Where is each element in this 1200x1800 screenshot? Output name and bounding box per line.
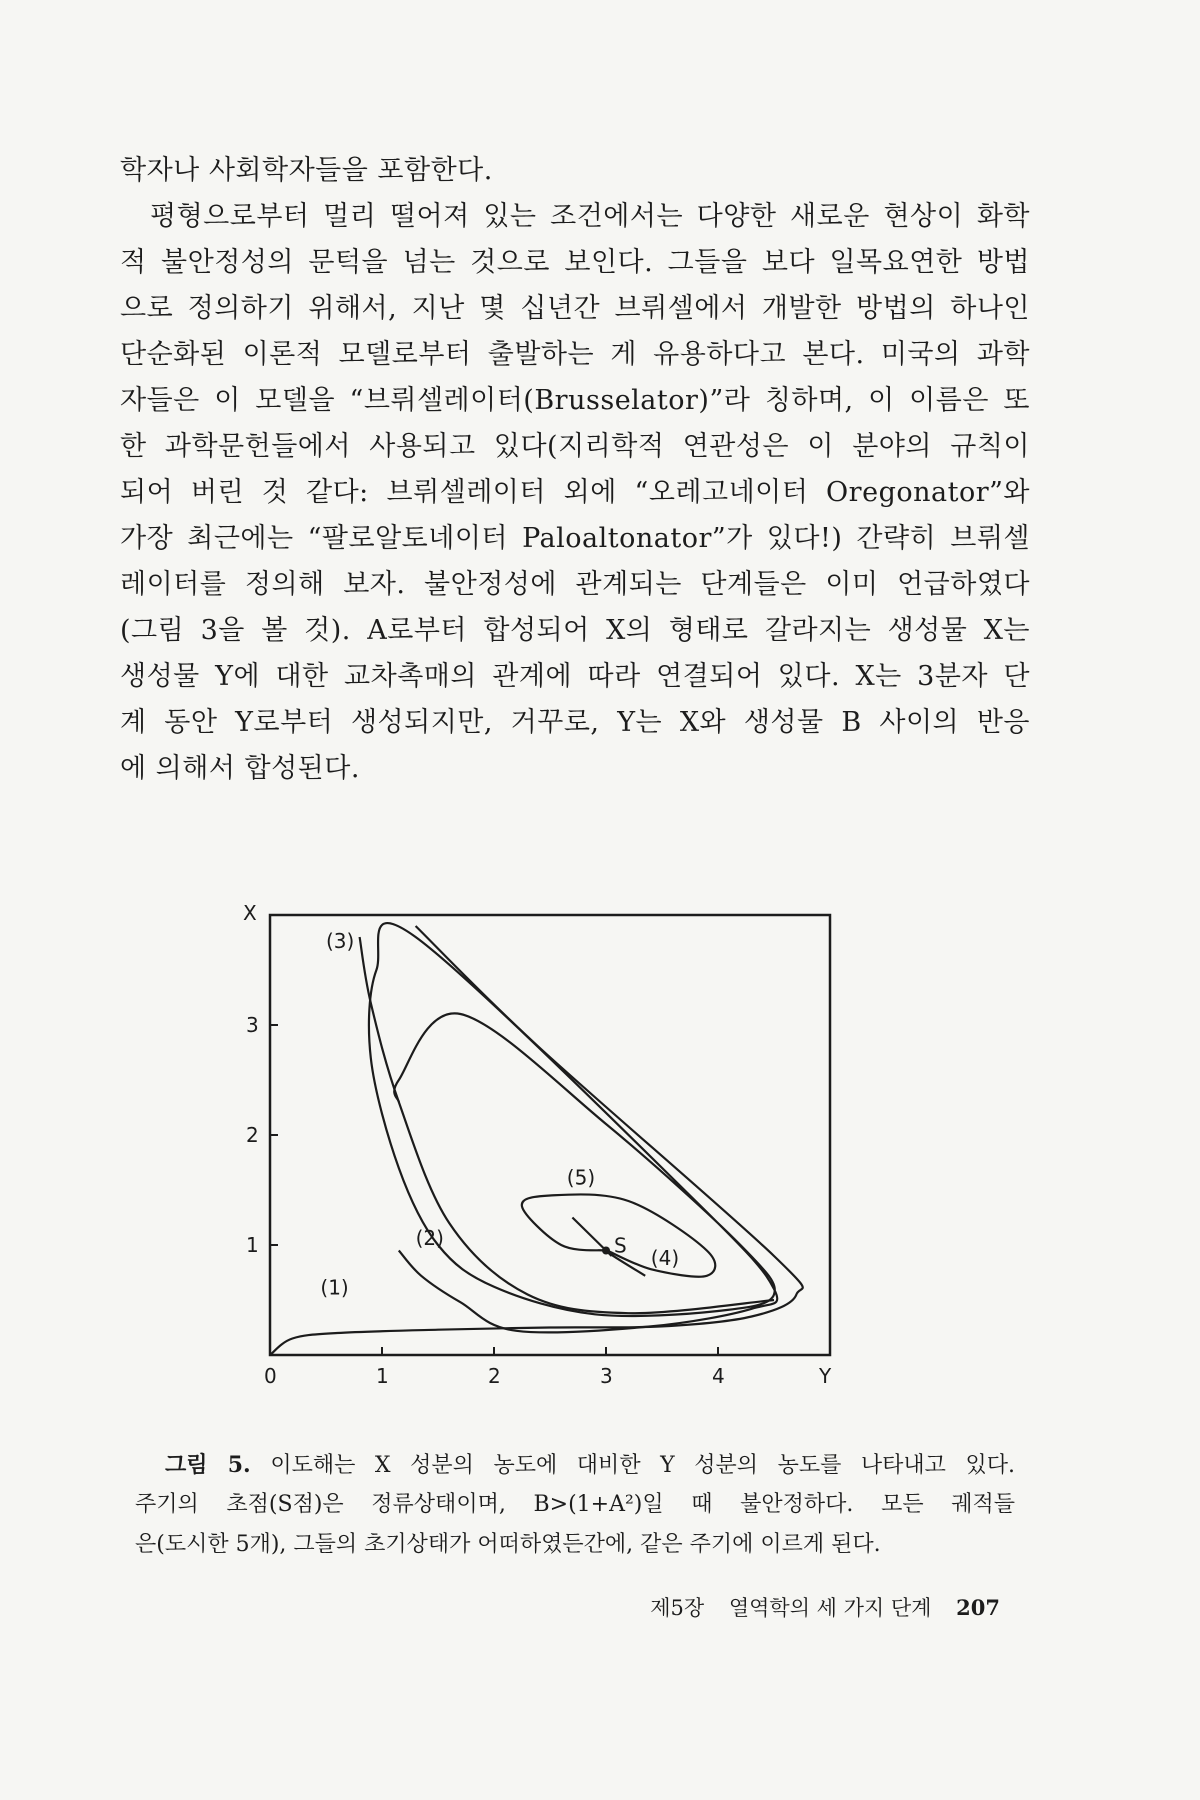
body-line: 레이터를 정의해 보자. 불안정성에 관계되는 단계들은 이미 언급하였다 [120, 569, 1030, 600]
steady-state-point [602, 1247, 610, 1255]
curve-label: (2) [415, 1226, 444, 1250]
body-text [120, 148, 1030, 792]
x-tick-label: 1 [376, 1364, 389, 1388]
caption-line [135, 1445, 1015, 1485]
chapter-title: 열역학의 세 가지 단계 [728, 1596, 932, 1620]
page-number: 207 [956, 1595, 1000, 1620]
body-line: 평형으로부터 멀리 떨어져 있는 조건에서는 다양한 새로운 현상이 화학 [150, 201, 1030, 232]
caption-line: 주기의 초점(S점)은 정류상태이며, B>(1+A²)일 때 불안정하다. 모든 궤적들 [135, 1492, 1015, 1517]
y-axis-end-label: X [243, 901, 257, 925]
curve-labels [320, 929, 679, 1300]
body-line: 가장 최근에는 “팔로알토네이터 Paloaltonator”가 있다!) 간략히 브뤼셀 [120, 523, 1030, 554]
trajectories [270, 923, 803, 1355]
y-tick-label: 2 [246, 1123, 259, 1147]
y-tick-label: 1 [246, 1233, 259, 1257]
x-ticks [264, 1347, 725, 1388]
body-line: 으로 정의하기 위해서, 지난 몇 십년간 브뤼셀에서 개발한 방법의 하나인 [120, 293, 1030, 324]
caption-line: 은(도시한 5개), 그들의 초기상태가 어떠하였든간에, 같은 주기에 이르게 된다. [135, 1532, 881, 1557]
curve-label: (1) [320, 1275, 349, 1300]
body-line: 적 불안정성의 문턱을 넘는 것으로 보인다. 그들을 보다 일목요연한 방법 [120, 247, 1030, 278]
curve-label: (3) [326, 929, 355, 953]
body-line: 자들은 이 모델을 “브뤼셀레이터(Brusselator)”라 칭하며, 이 이름은 또 [120, 385, 1030, 416]
x-tick-label: 4 [712, 1364, 725, 1388]
figure-caption [135, 1445, 1015, 1565]
y-tick-label: 3 [246, 1013, 259, 1037]
body-line: 되어 버린 것 같다: 브뤼셀레이터 외에 “오레고네이터 Oregonator”와 [120, 477, 1030, 508]
x-axis-end-label: Y [819, 1364, 832, 1388]
running-footer [650, 1592, 1000, 1622]
point-label-s: S [614, 1233, 627, 1258]
curve-label: (5) [566, 1165, 596, 1190]
x-tick-label: 2 [488, 1364, 501, 1388]
phase-plot [225, 875, 875, 1415]
chapter-label: 제5장 [650, 1596, 705, 1620]
trajectory-1 [270, 926, 803, 1355]
body-line: 단순화된 이론적 모델로부터 출발하는 게 유용하다고 본다. 미국의 과학 [120, 339, 1030, 370]
body-line: (그림 3을 볼 것). A로부터 합성되어 X의 형태로 갈라지는 생성물 X는 [120, 615, 1030, 646]
y-ticks [246, 1013, 278, 1257]
trajectory-2 [369, 923, 777, 1332]
body-line: 계 동안 Y로부터 생성되지만, 거꾸로, Y는 X와 생성물 B 사이의 반응 [120, 707, 1030, 738]
plot-frame [270, 915, 830, 1355]
caption-text: 이도해는 X 성분의 농도에 대비한 Y 성분의 농도를 나타내고 있다. [270, 1453, 1015, 1478]
curve-label: (4) [650, 1245, 680, 1270]
body-line: 학자나 사회학자들을 포함한다. [120, 155, 493, 186]
x-tick-label: 3 [600, 1364, 613, 1388]
body-line: 에 의해서 합성된다. [120, 753, 360, 784]
body-line: 한 과학문헌들에서 사용되고 있다(지리학적 연관성은 이 분야의 규칙이 [120, 431, 1030, 462]
body-line: 생성물 Y에 대한 교차촉매의 관계에 따라 연결되어 있다. X는 3분자 단 [120, 661, 1030, 692]
figure-limit-cycle [225, 875, 875, 1415]
caption-label: 그림 5. [165, 1452, 251, 1478]
x-tick-label: 0 [264, 1364, 277, 1388]
